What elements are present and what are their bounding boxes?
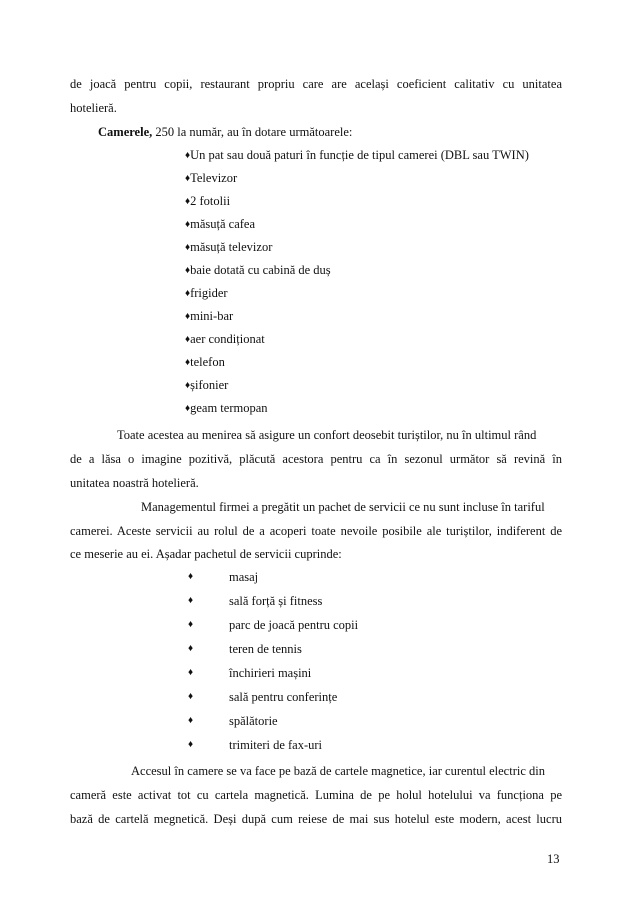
page-number: 13 [547,852,560,866]
list-item: ♦măsuță cafea [185,217,255,231]
diamond-bullet-icon: ♦ [185,334,191,345]
diamond-bullet-icon: ♦ [185,403,191,414]
diamond-bullet-icon: ♦ [188,691,194,702]
list-item: ♦geam termopan [185,401,268,415]
diamond-bullet-icon: ♦ [188,595,194,606]
list-item: ♦măsuță televizor [185,240,273,254]
diamond-bullet-icon: ♦ [188,643,194,654]
paragraph-1-line-2: hotelieră. [70,101,117,115]
paragraph-4-line-2: cameră este activat tot cu cartela magnetică. Lumina de pe holul hotelului va funcționa pe [70,788,562,802]
diamond-bullet-icon: ♦ [185,242,191,253]
paragraph-4-line-1: Accesul în camere se va face pe bază de cartele magnetice, iar curentul electric din [131,764,545,778]
list-item: ♦2 fotolii [185,194,231,208]
diamond-bullet-icon: ♦ [185,357,191,368]
list-item: ♦mini-bar [185,309,234,323]
paragraph-3-line-1: Managementul firmei a pregătit un pachet de servicii ce nu sunt incluse în tariful [141,500,545,514]
diamond-bullet-icon: ♦ [188,739,194,750]
diamond-bullet-icon: ♦ [185,219,191,230]
diamond-bullet-icon: ♦ [185,265,191,276]
list-item: ♦aer condiționat [185,332,265,346]
rooms-intro [98,124,352,140]
diamond-bullet-icon: ♦ [188,619,194,630]
paragraph-3-line-3: ce meserie au ei. Așadar pachetul de servicii cuprinde: [70,547,342,561]
paragraph-3-line-2: camerei. Aceste servicii au rolul de a acoperi toate nevoile posibile ale turiștilor, indiferent de [70,524,562,538]
diamond-bullet-icon: ♦ [188,667,194,678]
paragraph-2-line-3: unitatea noastră hotelieră. [70,476,199,490]
diamond-bullet-icon: ♦ [185,196,191,207]
rooms-intro-text: 250 la număr, au în dotare următoarele: [152,125,353,139]
diamond-bullet-icon: ♦ [185,173,191,184]
diamond-bullet-icon: ♦ [185,288,191,299]
paragraph-2-line-1: Toate acestea au menirea să asigure un confort deosebit turiștilor, nu în ultimul rând [117,428,537,442]
paragraph-4-line-3: bază de cartelă megnetică. Deși după cum reiese de mai sus hotelul este modern, acest lucru [70,812,562,826]
document-page: de joacă pentru copii, restaurant propriu care are același coeficient calitativ cu unitatea hotelieră. Camerele, 250 la număr, au în dotare următoarele: ♦Un pat sau două paturi în funcție de tipul camerei (DBL sau TWIN) ♦Televizor ♦2 fotolii ♦măsuță cafea ♦măsuță televizor ♦baie dotată cu cabină de duș ♦frigider ♦mini-bar ♦aer condiționat ♦telefon ♦șifonier ♦geam termopan Toate acestea au menirea să asigure un confort deosebit turiștilor, nu în ultimul rând de a lăsa o imagine pozitivă, plăcută acestora pentru ca în sezonul următor să revină în unitatea noastră hotelieră. Managementul firmei a pregătit un pachet de servicii ce nu sunt incluse în tariful camerei. Aceste servicii au rolul de a acoperi toate nevoile posibile ale turiștilor, indiferent de ce meserie au ei. Așadar pachetul de servicii cuprinde: ♦ masaj ♦ sală forță și fitness ♦ parc de joacă pentru copii ♦ teren de tennis ♦ închirieri mașini ♦ sală pentru conferințe ♦ spălătorie ♦ trimiteri de fax-uri Accesul în camere se va face pe bază de cartele magnetice, iar curentul electric din cameră este activat tot cu cartela magnetică. Lumina de pe holul hotelului va funcționa pe bază de cartelă megnetică. Deși după cum reiese de mai sus hotelul este modern, acest lucru 13 [0,0,638,903]
list-item: ♦telefon [185,355,225,369]
paragraph-1-line-1: de joacă pentru copii, restaurant propriu care are același coeficient calitativ cu unitatea [70,77,562,91]
list-item: ♦Un pat sau două paturi în funcție de tipul camerei (DBL sau TWIN) [185,148,529,162]
diamond-bullet-icon: ♦ [185,380,191,391]
diamond-bullet-icon: ♦ [185,311,191,322]
list-item: ♦șifonier [185,378,229,392]
list-item: ♦frigider [185,286,228,300]
list-item: ♦Televizor [185,171,238,185]
diamond-bullet-icon: ♦ [185,150,191,161]
list-item: ♦baie dotată cu cabină de duș [185,263,331,277]
paragraph-2-line-2: de a lăsa o imagine pozitivă, plăcută acestora pentru ca în sezonul următor să revină în [70,452,562,466]
diamond-bullet-icon: ♦ [188,715,194,726]
diamond-bullet-icon: ♦ [188,571,194,582]
rooms-label: Camerele, [98,125,153,139]
